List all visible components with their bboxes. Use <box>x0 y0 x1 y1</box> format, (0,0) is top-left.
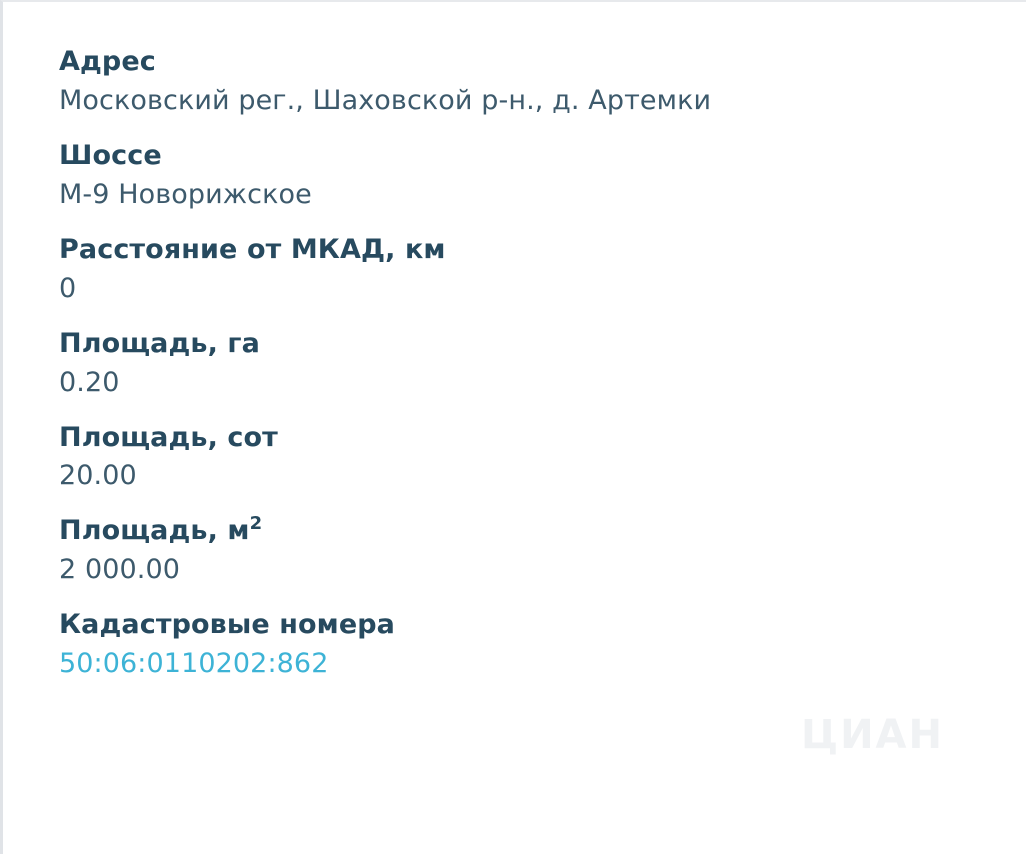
property-row-area-sotka <box>59 422 1026 494</box>
property-value: 20.00 <box>59 460 137 492</box>
property-label: Кадастровые номера <box>59 609 395 641</box>
property-row-area-ha <box>59 328 1026 400</box>
property-label: Площадь, сот <box>59 421 278 453</box>
superscript-two: 2 <box>249 513 263 535</box>
property-value: 2 000.00 <box>59 554 181 586</box>
property-label: Адрес <box>59 46 156 77</box>
property-label: Площадь, м <box>59 515 250 547</box>
property-label: Площадь, га <box>59 327 260 359</box>
property-value: Московский рег., Шаховской р-н., д. Артемки <box>59 84 712 116</box>
property-list <box>3 2 1026 681</box>
property-value: 0.20 <box>59 366 120 398</box>
property-label-wrapper <box>59 515 1026 548</box>
property-value: М-9 Новорижское <box>59 178 312 210</box>
property-label: Расстояние от МКАД, км <box>59 233 446 265</box>
property-value: 0 <box>59 272 77 304</box>
property-row-address <box>59 46 1026 118</box>
property-row-cadastral-numbers <box>59 609 1026 681</box>
cadastral-number-link[interactable]: 50:06:0110202:862 <box>59 648 329 680</box>
property-row-highway <box>59 140 1026 212</box>
property-row-distance-mkad <box>59 234 1026 306</box>
property-row-area-sqm <box>59 515 1026 587</box>
property-label: Шоссе <box>59 139 162 171</box>
watermark-text: ЦИАН <box>800 712 944 758</box>
